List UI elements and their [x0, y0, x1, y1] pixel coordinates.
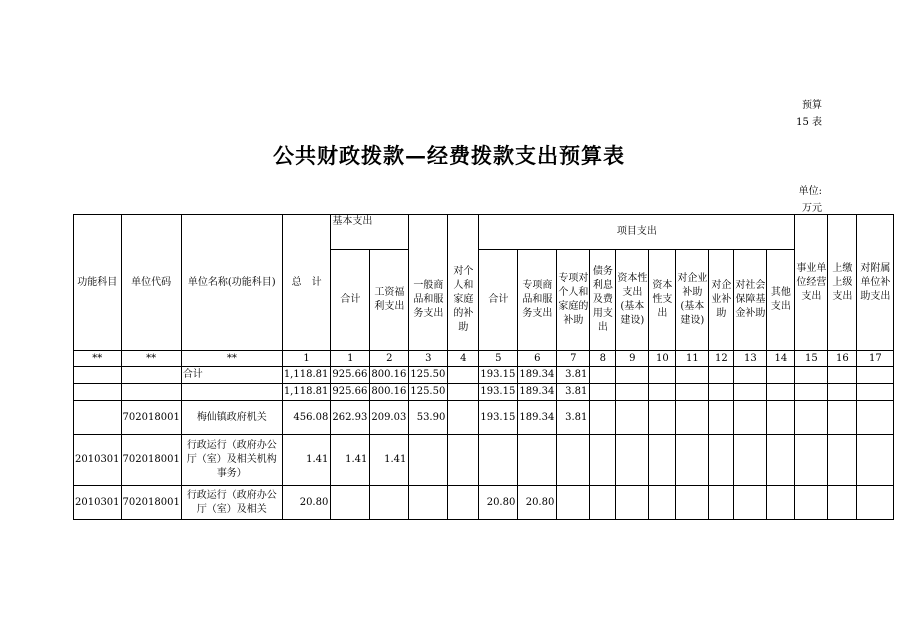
index-cell: 14: [767, 351, 795, 367]
unit-code-cell: 702018001: [121, 401, 181, 435]
table-number-line-2: 15 表: [796, 117, 822, 128]
amount-cell: [676, 367, 709, 384]
header-unit-code: 单位代码: [121, 215, 181, 351]
header-basic-goods: 一般商品和服务支出: [409, 250, 448, 351]
table-row: [74, 401, 894, 435]
amount-cell: [857, 367, 894, 384]
index-cell: 1: [331, 351, 370, 367]
amount-cell: [828, 367, 857, 384]
unit-code-cell: 702018001: [121, 435, 181, 486]
amount-cell: [767, 401, 795, 435]
amount-cell: [795, 401, 828, 435]
index-cell: **: [121, 351, 181, 367]
index-cell: 17: [857, 351, 894, 367]
header-proj-ent: 对企业补助: [709, 250, 734, 351]
budget-table: [73, 214, 894, 520]
amount-cell: 1.41: [331, 435, 370, 486]
header-basic-total: 合计: [331, 250, 370, 351]
amount-cell: [676, 435, 709, 486]
amount-cell: [767, 367, 795, 384]
unit-code-cell: [121, 367, 181, 384]
index-cell: 8: [590, 351, 616, 367]
amount-cell: [616, 435, 649, 486]
unit-code-cell: [121, 384, 181, 401]
index-cell: **: [181, 351, 282, 367]
amount-cell: 262.93: [331, 401, 370, 435]
unit-code-cell: 702018001: [121, 486, 181, 520]
index-cell: 3: [409, 351, 448, 367]
amount-cell: [448, 384, 479, 401]
amount-cell: [616, 486, 649, 520]
amount-cell: [709, 435, 734, 486]
amount-cell: [795, 486, 828, 520]
amount-cell: [448, 486, 479, 520]
header-proj-ent-build: 对企业补助(基本建设): [676, 250, 709, 351]
amount-cell: [649, 384, 676, 401]
amount-cell: 20.80: [282, 486, 331, 520]
amount-cell: 456.08: [282, 401, 331, 435]
amount-cell: [795, 367, 828, 384]
unit-label-line-2: 万元: [802, 203, 822, 214]
amount-cell: 209.03: [370, 401, 409, 435]
table-row: [74, 367, 894, 384]
header-unit-name: 单位名称(功能科目): [181, 215, 282, 351]
amount-cell: [857, 401, 894, 435]
amount-cell: 193.15: [479, 401, 518, 435]
amount-cell: [590, 435, 616, 486]
amount-cell: [734, 367, 767, 384]
header-proj-total: 合计: [479, 250, 518, 351]
amount-cell: 20.80: [479, 486, 518, 520]
amount-cell: [767, 435, 795, 486]
amount-cell: [557, 486, 590, 520]
amount-cell: [649, 401, 676, 435]
amount-cell: [734, 401, 767, 435]
amount-cell: [518, 435, 557, 486]
index-cell: 10: [649, 351, 676, 367]
amount-cell: [616, 367, 649, 384]
amount-cell: [479, 435, 518, 486]
header-proj-other: 其他支出: [767, 250, 795, 351]
index-cell: 16: [828, 351, 857, 367]
table-number-tag: [782, 97, 822, 131]
header-basic-personal: 对个人和家庭的补助: [448, 250, 479, 351]
amount-cell: [767, 384, 795, 401]
index-cell: 2: [370, 351, 409, 367]
func-code-cell: 2010301: [74, 435, 122, 486]
amount-cell: [616, 401, 649, 435]
index-row: [74, 351, 894, 367]
unit-label: [782, 183, 822, 217]
amount-cell: 1.41: [282, 435, 331, 486]
amount-cell: [649, 367, 676, 384]
amount-cell: [649, 486, 676, 520]
amount-cell: [857, 435, 894, 486]
amount-cell: [734, 384, 767, 401]
amount-cell: [448, 367, 479, 384]
amount-cell: 20.80: [518, 486, 557, 520]
amount-cell: [331, 486, 370, 520]
amount-cell: 1.41: [370, 435, 409, 486]
amount-cell: [676, 486, 709, 520]
table-number-line-1: 预算: [802, 100, 822, 111]
header-proj-goods: 专项商品和服务支出: [518, 250, 557, 351]
table-row: [74, 384, 894, 401]
amount-cell: [857, 384, 894, 401]
index-cell: 4: [448, 351, 479, 367]
index-cell: 6: [518, 351, 557, 367]
index-cell: 5: [479, 351, 518, 367]
header-proj-capital: 资本性支出: [649, 250, 676, 351]
amount-cell: [709, 384, 734, 401]
header-proj-debt: 债务利息及费用支出: [590, 250, 616, 351]
amount-cell: 3.81: [557, 367, 590, 384]
header-total: 总 计: [282, 215, 331, 351]
amount-cell: 3.81: [557, 401, 590, 435]
amount-cell: [590, 367, 616, 384]
amount-cell: [557, 435, 590, 486]
unit-name-cell: 合计: [181, 367, 282, 384]
amount-cell: 925.66: [331, 367, 370, 384]
amount-cell: 800.16: [370, 367, 409, 384]
header-basic-group: 基本支出: [331, 215, 409, 250]
amount-cell: [709, 401, 734, 435]
amount-cell: 53.90: [409, 401, 448, 435]
amount-cell: [590, 384, 616, 401]
amount-cell: [734, 486, 767, 520]
func-code-cell: [74, 367, 122, 384]
unit-name-cell: 行政运行（政府办公厅（室）及相关机构事务）: [181, 435, 282, 486]
amount-cell: [409, 435, 448, 486]
header-func-code: 功能科目: [74, 215, 122, 351]
header-upper-pay: 上缴上级支出: [828, 215, 857, 351]
amount-cell: [828, 435, 857, 486]
amount-cell: 1,118.81: [282, 367, 331, 384]
amount-cell: [828, 401, 857, 435]
amount-cell: [676, 384, 709, 401]
index-cell: **: [74, 351, 122, 367]
amount-cell: [649, 435, 676, 486]
amount-cell: [734, 435, 767, 486]
header-proj-personal: 专项对个人和家庭的补助: [557, 250, 590, 351]
amount-cell: [857, 486, 894, 520]
amount-cell: [409, 486, 448, 520]
amount-cell: 800.16: [370, 384, 409, 401]
header-proj-social: 对社会保障基金补助: [734, 250, 767, 351]
amount-cell: 3.81: [557, 384, 590, 401]
amount-cell: 925.66: [331, 384, 370, 401]
func-code-cell: [74, 384, 122, 401]
amount-cell: [616, 384, 649, 401]
amount-cell: [448, 435, 479, 486]
index-cell: 9: [616, 351, 649, 367]
index-cell: 15: [795, 351, 828, 367]
index-cell: 11: [676, 351, 709, 367]
amount-cell: [767, 486, 795, 520]
unit-name-cell: [181, 384, 282, 401]
amount-cell: [370, 486, 409, 520]
amount-cell: 1,118.81: [282, 384, 331, 401]
amount-cell: 193.15: [479, 367, 518, 384]
amount-cell: 189.34: [518, 367, 557, 384]
unit-label-line-1: 单位:: [798, 186, 822, 197]
amount-cell: 193.15: [479, 384, 518, 401]
unit-name-cell: 梅仙镇政府机关: [181, 401, 282, 435]
header-basic-wage: 工资福利支出: [370, 250, 409, 351]
header-blank: [409, 215, 448, 250]
table-row: [74, 435, 894, 486]
amount-cell: [709, 486, 734, 520]
index-cell: 1: [282, 351, 331, 367]
amount-cell: 189.34: [518, 401, 557, 435]
amount-cell: [590, 401, 616, 435]
page-title: 公共财政拨款—经费拨款支出预算表: [273, 143, 625, 168]
header-blank: [448, 215, 479, 250]
amount-cell: [828, 486, 857, 520]
amount-cell: 189.34: [518, 384, 557, 401]
amount-cell: [828, 384, 857, 401]
amount-cell: [676, 401, 709, 435]
amount-cell: [590, 486, 616, 520]
header-affiliated: 对附属单位补助支出: [857, 215, 894, 351]
table-row: [74, 486, 894, 520]
amount-cell: [448, 401, 479, 435]
amount-cell: [795, 384, 828, 401]
index-cell: 13: [734, 351, 767, 367]
amount-cell: [795, 435, 828, 486]
index-cell: 7: [557, 351, 590, 367]
unit-name-cell: 行政运行（政府办公厅（室）及相关: [181, 486, 282, 520]
func-code-cell: [74, 401, 122, 435]
amount-cell: [709, 367, 734, 384]
header-proj-capital-build: 资本性支出(基本建设): [616, 250, 649, 351]
header-public-inst: 事业单位经营支出: [795, 215, 828, 351]
header-project-group: 项目支出: [479, 215, 795, 250]
index-cell: 12: [709, 351, 734, 367]
func-code-cell: 2010301: [74, 486, 122, 520]
amount-cell: 125.50: [409, 384, 448, 401]
amount-cell: 125.50: [409, 367, 448, 384]
